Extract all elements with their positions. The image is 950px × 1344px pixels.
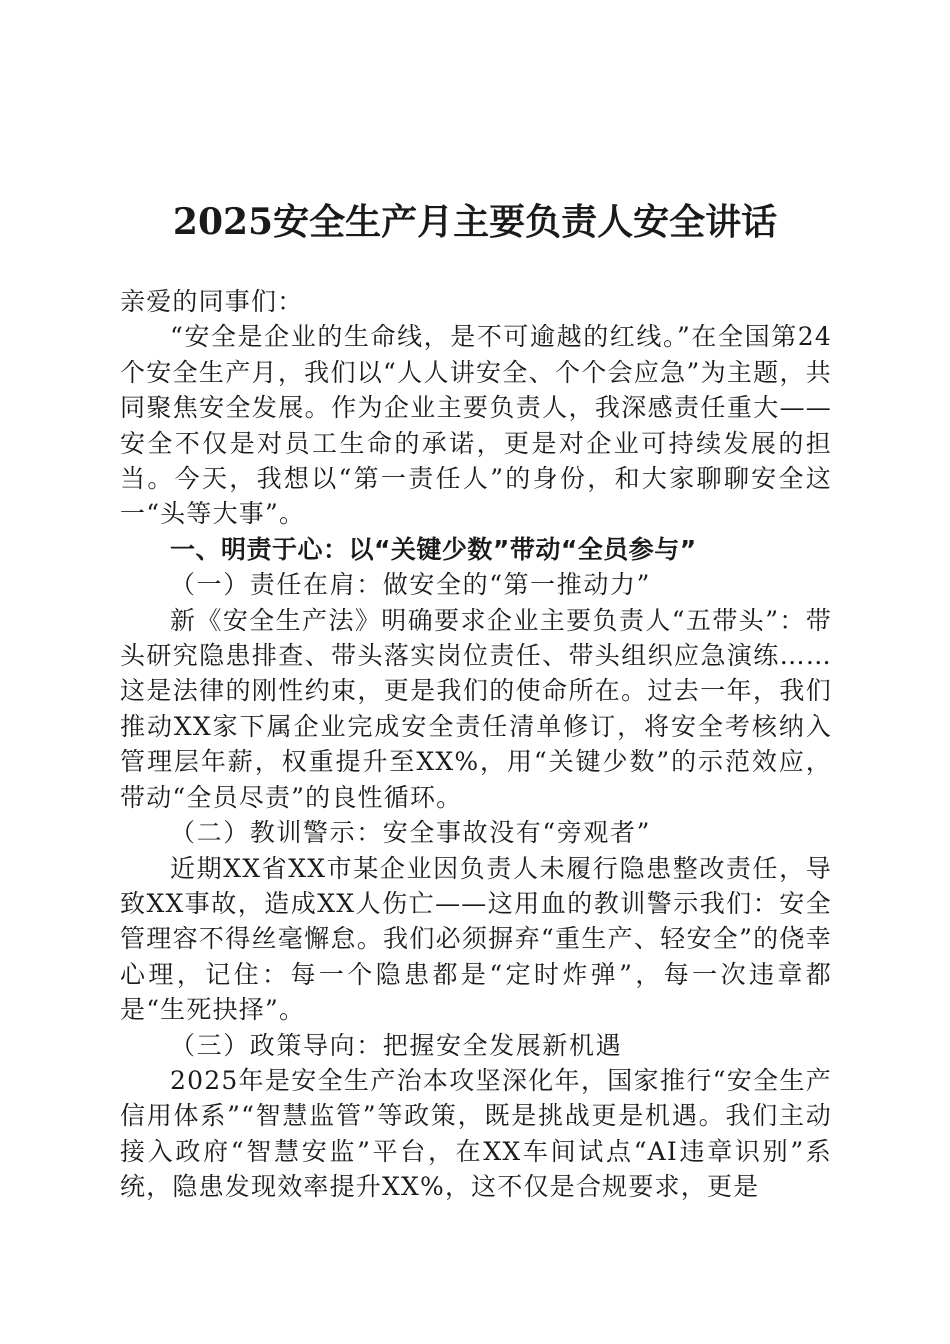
subsection-2-heading: （二）教训警示：安全事故没有“旁观者” <box>170 818 651 848</box>
document-body <box>120 284 832 1205</box>
document-title: 2025安全生产月主要负责人安全讲话 <box>172 201 778 243</box>
subsection-1-paragraph: 新《安全生产法》明确要求企业主要负责人“五带头”：带头研究隐患排查、带头落实岗位责任、带头组织应急演练……这是法律的刚性约束，更是我们的使命所在。过去一年，我们推动XX家下属企业完成安全责任清单修订，将安全考核纳入管理层年薪，权重提升至XX%，用“关键少数”的示范效应，带动“全员尽责”的良性循环。 <box>120 605 832 812</box>
intro-paragraph: “安全是企业的生命线，是不可逾越的红线。”在全国第24个安全生产月，我们以“人人讲安全、个个会应急”为主题，共同聚焦安全发展。作为企业主要负责人，我深感责任重大——安全不仅是对员工生命的承诺，更是对企业可持续发展的担当。今天，我想以“第一责任人”的身份，和大家聊聊安全这一“头等大事”。 <box>120 322 832 529</box>
section-1-heading: 一、明责于心：以“关键少数”带动“全员参与” <box>170 534 697 564</box>
subsection-2-paragraph: 近期XX省XX市某企业因负责人未履行隐患整改责任，导致XX事故，造成XX人伤亡——这用血的教训警示我们：安全管理容不得丝毫懈怠。我们必须摒弃“重生产、轻安全”的侥幸心理，记住：每一个隐患都是“定时炸弹”，每一次违章都是“生死抉择”。 <box>120 853 832 1025</box>
greeting: 亲爱的同事们： <box>120 287 304 316</box>
subsection-3-heading: （三）政策导向：把握安全发展新机遇 <box>170 1030 623 1060</box>
subsection-1-heading: （一）责任在肩：做安全的“第一推动力” <box>170 570 651 600</box>
subsection-3-paragraph: 2025年是安全生产治本攻坚深化年，国家推行“安全生产信用体系”“智慧监管”等政策，既是挑战更是机遇。我们主动接入政府“智慧安监”平台，在XX车间试点“AI违章识别”系统，隐患发现效率提升XX%，这不仅是合规要求，更是 <box>120 1065 832 1202</box>
